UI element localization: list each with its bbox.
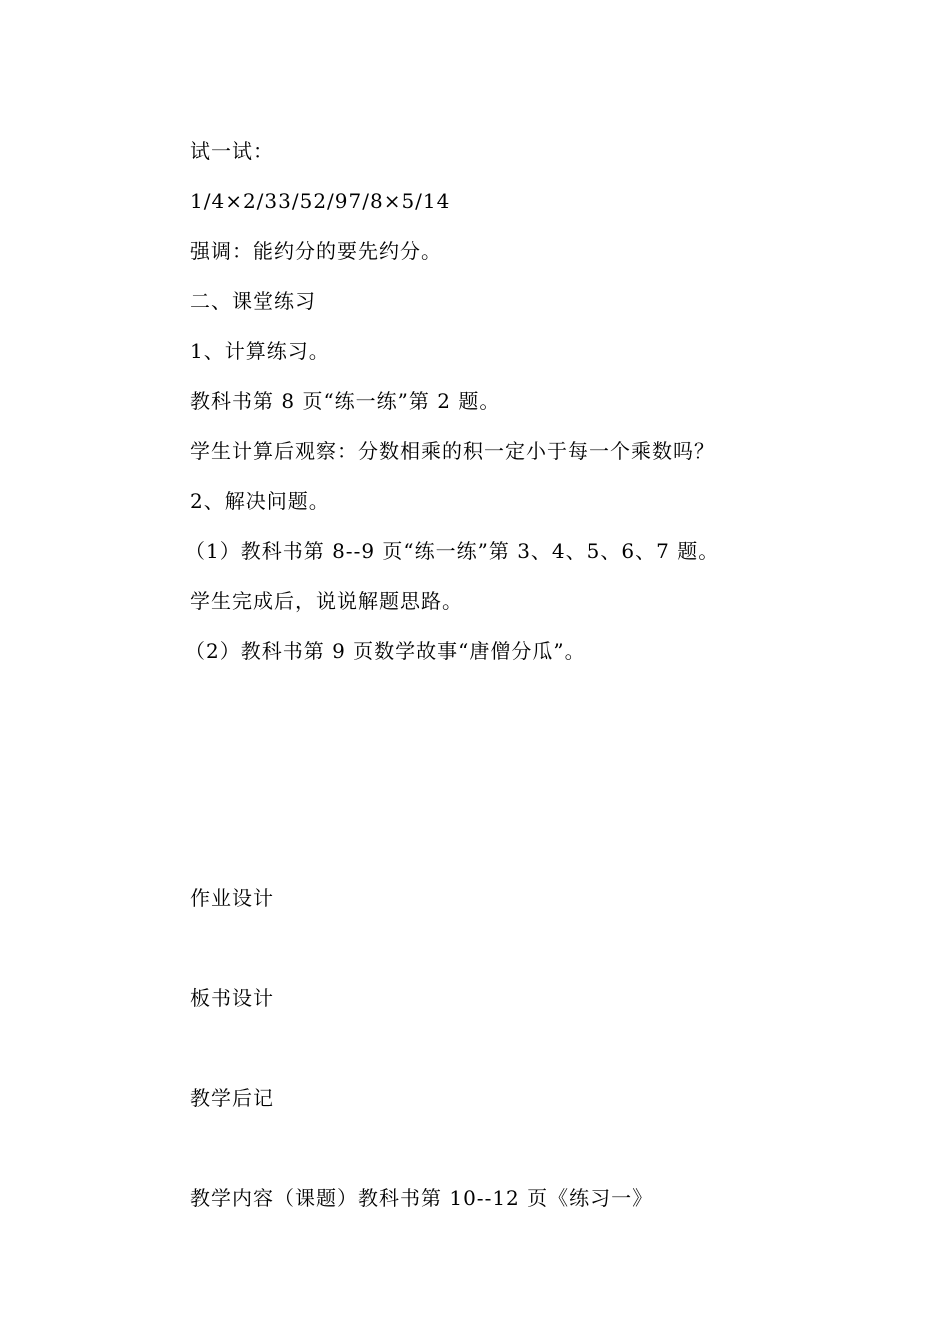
exercise-expression: 1/4×2/33/52/97/8×5/14 <box>190 189 451 213</box>
homework-design-heading: 作业设计 <box>190 886 274 910</box>
textbook-reference-pages-8-9: （1）教科书第 8--9 页“练一练”第 3、4、5、6、7 题。 <box>185 539 720 563</box>
try-it-heading: 试一试： <box>190 139 274 163</box>
student-observation-question: 学生计算后观察：分数相乘的积一定小于每一个乘数吗？ <box>190 439 715 463</box>
blackboard-design-heading: 板书设计 <box>190 986 274 1010</box>
section-heading-classroom-practice: 二、课堂练习 <box>190 289 316 313</box>
textbook-reference-page-8: 教科书第 8 页“练一练”第 2 题。 <box>190 389 501 413</box>
item-calculation-practice: 1、计算练习。 <box>190 339 330 363</box>
lesson-content-heading: 教学内容（课题）教科书第 10--12 页《练习一》 <box>190 1186 654 1210</box>
explain-thinking-note: 学生完成后，说说解题思路。 <box>190 589 463 613</box>
teaching-reflection-heading: 教学后记 <box>190 1086 274 1110</box>
math-story-reference: （2）教科书第 9 页数学故事“唐僧分瓜”。 <box>185 639 586 663</box>
item-problem-solving: 2、解决问题。 <box>190 489 330 513</box>
emphasis-note: 强调：能约分的要先约分。 <box>190 239 442 263</box>
